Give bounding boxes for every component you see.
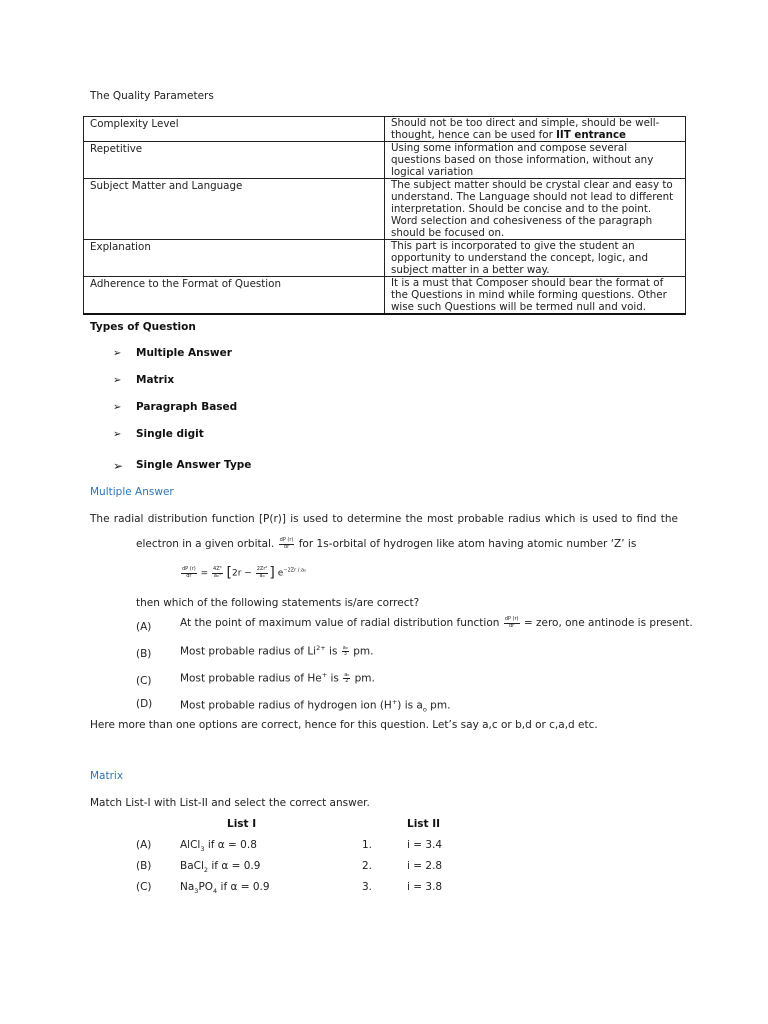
- bullet-icon: ➢: [113, 348, 122, 359]
- table-row: [84, 240, 686, 277]
- option-text: At the point of maximum value of radial distribution function $\frac{dP (r)}{dr}$ = zero, one antinode is present.: [180, 616, 693, 629]
- bullet-icon: ➢: [113, 402, 122, 413]
- option-text: Most probable radius of He+ is $\frac{\text{a₀}}{2}$ pm.: [180, 671, 375, 685]
- section-heading-matrix: Matrix: [90, 770, 124, 782]
- instruction-text: Match List-I with List-II and select the correct answer.: [90, 797, 370, 809]
- option-text: Most probable radius of $Li^{2+}$ is $\frac{\text{a₀}}{3}$ pm.: [180, 644, 374, 658]
- fraction: $\frac{dP (r)}{dr}$: [279, 537, 294, 550]
- list2-item: i = 2.8: [407, 860, 443, 872]
- description-cell: It is a must that Composer should bear the format of the Questions in mind while forming questions. Other wise such Questions will be termed null and void.: [385, 277, 686, 315]
- equation: $\frac{dP (r)}{dr}$ = $\frac{\text{4Z³}}{\text{a₀³}}$ [2r − $\frac{\text{2Zr²}}{\text{a₀}}$ ] $e^{-2Zr / a_0}$: [182, 565, 307, 581]
- option-label: (D): [136, 698, 153, 710]
- page-title: The Quality Parameters: [90, 90, 214, 102]
- question-text: then which of the following statements is/are correct?: [136, 597, 420, 609]
- option-label: (C): [136, 675, 152, 687]
- row-number: 1.: [362, 839, 373, 851]
- option-text: Most probable radius of hydrogen ion (H+) is $a_o$ pm.: [180, 698, 451, 714]
- paragraph: The radial distribution function [P(r)] is used to determine the most probable radius which is used to find the: [90, 513, 678, 525]
- row-label: (A): [136, 839, 152, 851]
- bullet-icon: ➢: [113, 429, 122, 440]
- description-cell: The subject matter should be crystal clear and easy to understand. The Language should not lead to different interpretation. Should be concise and to the point. Word selection and cohesiveness of the paragraph should be focused on.: [385, 179, 686, 240]
- table-row: [84, 117, 686, 142]
- bullet-icon: ➢: [113, 375, 122, 386]
- description-cell: Using some information and compose several questions based on those information, without any logical variation: [385, 142, 686, 179]
- row-label: (B): [136, 860, 152, 872]
- list1-item: BaCl$_2$ if α = 0.9: [180, 860, 261, 875]
- list1-item: $Na_3PO_4$ if α = 0.9: [180, 881, 270, 896]
- list1-heading: List I: [227, 818, 257, 830]
- list1-item: AlCl$_3$ if α = 0.8: [180, 839, 257, 854]
- parameter-cell: Explanation: [84, 240, 385, 277]
- bullet-icon: ➢: [113, 459, 124, 473]
- list-item: Paragraph Based: [136, 401, 238, 413]
- note-text: Here more than one options are correct, hence for this question. Let’s say a,c or b,d or c,a,d etc.: [90, 719, 598, 731]
- quality-parameters-table: [83, 116, 686, 315]
- list-item: Matrix: [136, 374, 175, 386]
- row-number: 2.: [362, 860, 373, 872]
- row-number: 3.: [362, 881, 373, 893]
- list2-heading: List II: [407, 818, 441, 830]
- parameter-cell: Adherence to the Format of Question: [84, 277, 385, 315]
- parameter-cell: Subject Matter and Language: [84, 179, 385, 240]
- list-item: Single Answer Type: [136, 459, 252, 471]
- list-item: Multiple Answer: [136, 347, 232, 359]
- table-row: [84, 142, 686, 179]
- section-heading-multiple-answer: Multiple Answer: [90, 486, 174, 498]
- types-heading: Types of Question: [90, 321, 196, 333]
- table-row: [84, 277, 686, 315]
- paragraph: electron in a given orbital. $\frac{dP (r)}{dr}$ for 1s-orbital of hydrogen like atom having atomic number ‘Z’ is: [136, 537, 637, 550]
- option-label: (A): [136, 621, 152, 633]
- list2-item: i = 3.4: [407, 839, 443, 851]
- parameter-cell: Repetitive: [84, 142, 385, 179]
- description-cell: This part is incorporated to give the student an opportunity to understand the concept, logic, and subject matter in a better way.: [385, 240, 686, 277]
- row-label: (C): [136, 881, 152, 893]
- option-label: (B): [136, 648, 152, 660]
- description-cell: Should not be too direct and simple, should be well-thought, hence can be used for IIT entrance: [385, 117, 686, 142]
- list-item: Single digit: [136, 428, 204, 440]
- parameter-cell: Complexity Level: [84, 117, 385, 142]
- bold-text: IIT entrance: [556, 129, 627, 141]
- table-row: [84, 179, 686, 240]
- list2-item: i = 3.8: [407, 881, 443, 893]
